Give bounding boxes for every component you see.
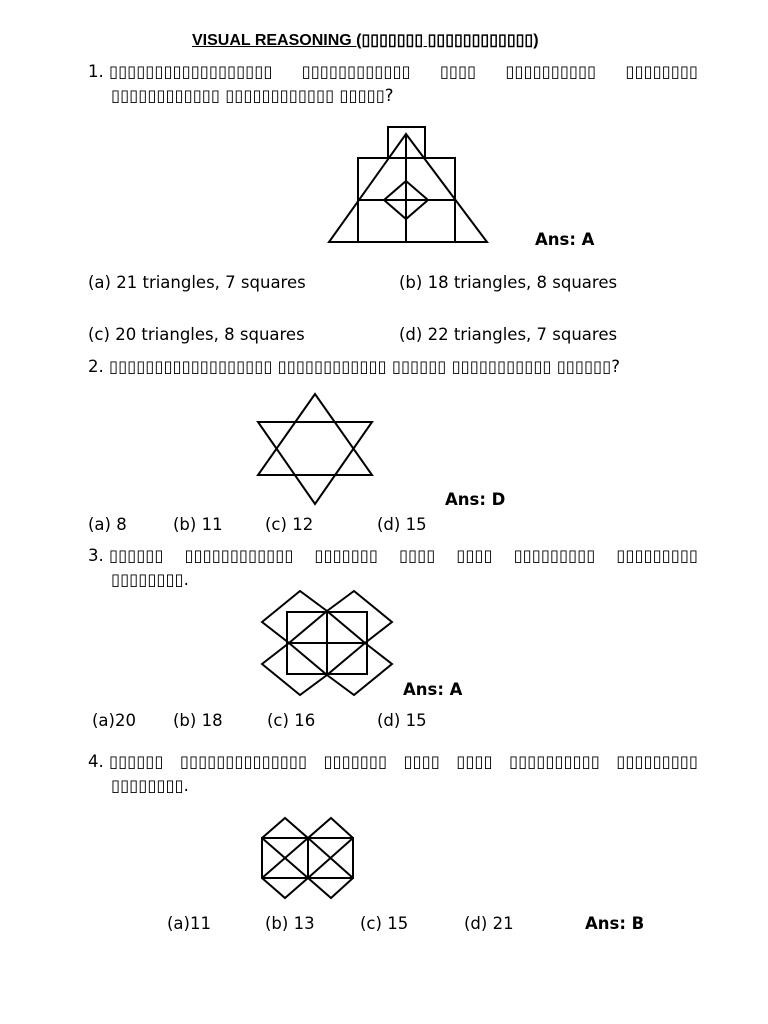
figure-1-triangle-squares (329, 127, 487, 242)
option-1c: (c) 20 triangles, 8 squares (88, 325, 305, 344)
q3-word: ▯▯▯▯▯▯▯▯▯▯▯▯ (184, 546, 294, 565)
option-1a: (a) 21 triangles, 7 squares (88, 273, 306, 292)
q4-word: 4. ▯▯▯▯▯▯ (88, 752, 164, 771)
q1-word: 1. ▯▯▯▯▯▯▯▯▯▯▯▯▯▯▯▯▯▯ (88, 62, 273, 81)
option-1d: (d) 22 triangles, 7 squares (399, 325, 618, 344)
q1-word: ▯▯▯▯▯▯▯▯▯▯▯▯ (301, 62, 411, 81)
figure-3-squares-diamonds (262, 591, 392, 695)
q3-word: ▯▯▯▯ (456, 546, 493, 565)
option-2a: (a) 8 (88, 515, 127, 534)
answer-2: Ans: D (445, 490, 506, 509)
option-3b: (b) 18 (173, 711, 223, 730)
q3-word: ▯▯▯▯▯▯▯▯▯ (513, 546, 596, 565)
option-1b: (b) 18 triangles, 8 squares (399, 273, 618, 292)
q4-word: ▯▯▯▯▯▯▯▯▯ (616, 752, 698, 771)
option-4b: (b) 13 (265, 914, 315, 933)
q4-word: ▯▯▯▯ (403, 752, 440, 771)
answer-4: Ans: B (585, 914, 645, 933)
q4-word: ▯▯▯▯▯▯▯▯▯▯ (509, 752, 600, 771)
figure-4-crossed-squares (262, 818, 353, 898)
option-4a: (a)11 (167, 914, 211, 933)
option-3a: (a)20 (92, 711, 136, 730)
question-2-text: 2. ▯▯▯▯▯▯▯▯▯▯▯▯▯▯▯▯▯▯ ▯▯▯▯▯▯▯▯▯▯▯▯ ▯▯▯▯▯▯ ▯▯▯▯▯▯▯▯▯▯▯ ▯▯▯▯▯▯? (88, 357, 620, 376)
question-4-text-cont: ▯▯▯▯▯▯▯▯. (111, 776, 189, 795)
q4-word: ▯▯▯▯ (456, 752, 493, 771)
q3-word: 3. ▯▯▯▯▯▯ (88, 546, 164, 565)
option-2d: (d) 15 (377, 515, 427, 534)
q1-word: ▯▯▯▯▯▯▯▯▯▯ (505, 62, 597, 81)
q3-word: ▯▯▯▯ (398, 546, 436, 565)
option-4d: (d) 21 (464, 914, 514, 933)
figure-2-star (258, 394, 372, 504)
answer-3: Ans: A (403, 680, 463, 699)
answer-1: Ans: A (535, 230, 595, 249)
option-3d: (d) 15 (377, 711, 427, 730)
q1-word: ▯▯▯▯▯▯▯▯ (625, 62, 698, 81)
option-2b: (b) 11 (173, 515, 223, 534)
q4-word: ▯▯▯▯▯▯▯ (323, 752, 388, 771)
q3-word: ▯▯▯▯▯▯▯ (314, 546, 378, 565)
q1-word: ▯▯▯▯ (439, 62, 477, 81)
page-title: VISUAL REASONING (▯▯▯▯▯▯▯ ▯▯▯▯▯▯▯▯▯▯▯▯) (192, 32, 539, 49)
question-3-text-cont: ▯▯▯▯▯▯▯▯. (111, 570, 189, 589)
q4-word: ▯▯▯▯▯▯▯▯▯▯▯▯▯▯ (179, 752, 308, 771)
question-1-text-cont: ▯▯▯▯▯▯▯▯▯▯▯▯ ▯▯▯▯▯▯▯▯▯▯▯▯ ▯▯▯▯▯? (111, 86, 394, 105)
option-4c: (c) 15 (360, 914, 409, 933)
q3-word: ▯▯▯▯▯▯▯▯▯ (616, 546, 698, 565)
option-2c: (c) 12 (265, 515, 314, 534)
option-3c: (c) 16 (267, 711, 316, 730)
